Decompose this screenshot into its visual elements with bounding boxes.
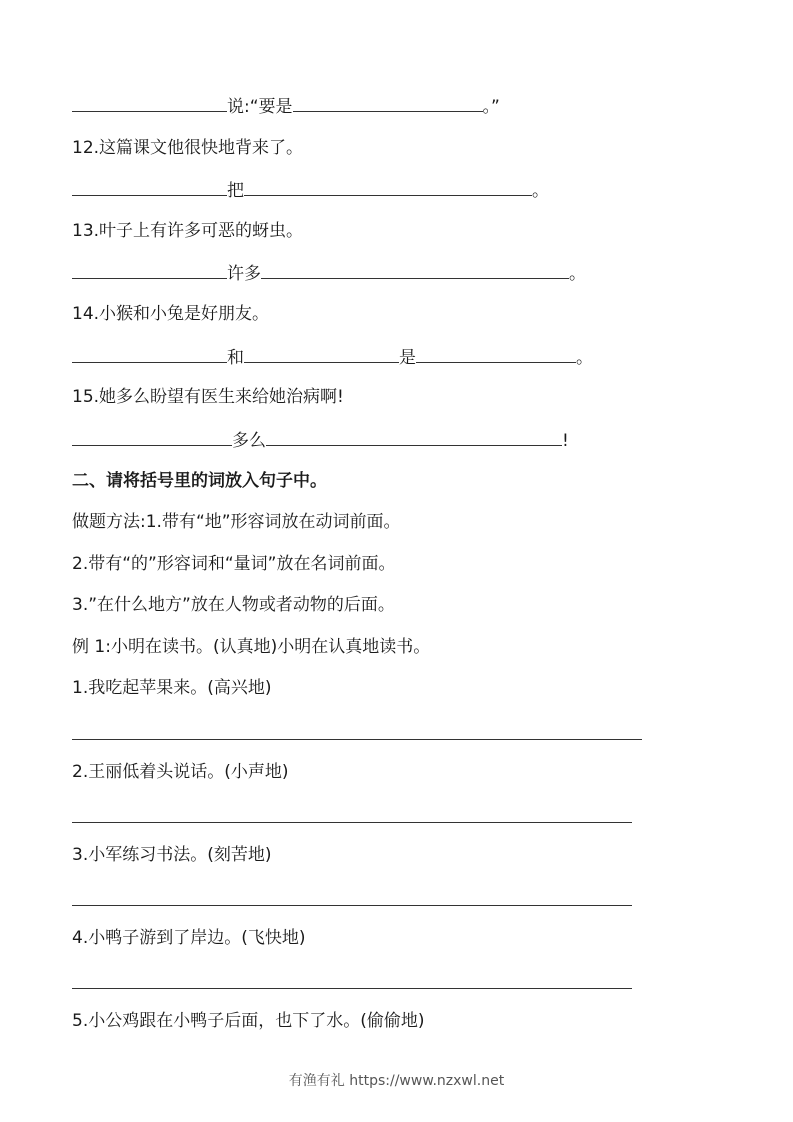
answer-line-1[interactable]: [72, 739, 642, 740]
question-1: 1.我吃起苹果来。(高兴地): [72, 678, 272, 698]
fill-row-15: [72, 428, 569, 452]
text-segment: 。: [532, 181, 549, 201]
example-line: 例 1:小明在读书。(认真地)小明在认真地读书。: [72, 637, 431, 657]
question-3: 3.小军练习书法。(刻苦地): [72, 845, 272, 865]
answer-line-3[interactable]: [72, 905, 632, 906]
method-line-3: 3.”在什么地方”放在人物或者动物的后面。: [72, 595, 395, 615]
question-prompt-12: 12.这篇课文他很快地背来了。: [72, 138, 304, 158]
fill-row-13: [72, 261, 586, 285]
blank[interactable]: [266, 428, 562, 446]
blank[interactable]: [416, 345, 576, 363]
blank[interactable]: [72, 345, 227, 363]
blank[interactable]: [244, 178, 532, 196]
text-segment: 说:“要是: [227, 97, 293, 117]
text-segment: 许多: [227, 264, 261, 284]
blank[interactable]: [72, 178, 227, 196]
answer-line-4[interactable]: [72, 988, 632, 989]
blank[interactable]: [72, 428, 232, 446]
fill-row-12: [72, 178, 549, 202]
text-segment: 。: [576, 348, 593, 368]
text-segment: 把: [227, 181, 244, 201]
fill-row-11: [72, 94, 500, 118]
answer-line-2[interactable]: [72, 822, 632, 823]
method-line-2: 2.带有“的”形容词和“量词”放在名词前面。: [72, 554, 396, 574]
text-segment: 和: [227, 348, 244, 368]
text-segment: 是: [399, 348, 416, 368]
footer-watermark: 有渔有礼 https://www.nzxwl.net: [288, 1073, 505, 1089]
method-line-1: 做题方法:1.带有“地”形容词放在动词前面。: [72, 512, 401, 532]
text-segment: 。: [569, 264, 586, 284]
blank[interactable]: [261, 261, 569, 279]
blank[interactable]: [72, 261, 227, 279]
question-4: 4.小鸭子游到了岸边。(飞快地): [72, 928, 306, 948]
fill-row-14: [72, 345, 593, 369]
question-prompt-14: 14.小猴和小兔是好朋友。: [72, 304, 270, 324]
section-heading: 二、请将括号里的词放入句子中。: [72, 471, 327, 491]
text-segment: 多么: [232, 431, 266, 451]
blank[interactable]: [293, 94, 483, 112]
text-segment: !: [562, 431, 569, 451]
question-prompt-13: 13.叶子上有许多可恶的蚜虫。: [72, 221, 304, 241]
text-segment: 。”: [482, 97, 500, 117]
question-prompt-15: 15.她多么盼望有医生来给她治病啊!: [72, 387, 344, 407]
question-2: 2.王丽低着头说话。(小声地): [72, 762, 289, 782]
question-5: 5.小公鸡跟在小鸭子后面，也下了水。(偷偷地): [72, 1011, 425, 1031]
blank[interactable]: [244, 345, 399, 363]
blank[interactable]: [72, 94, 227, 112]
